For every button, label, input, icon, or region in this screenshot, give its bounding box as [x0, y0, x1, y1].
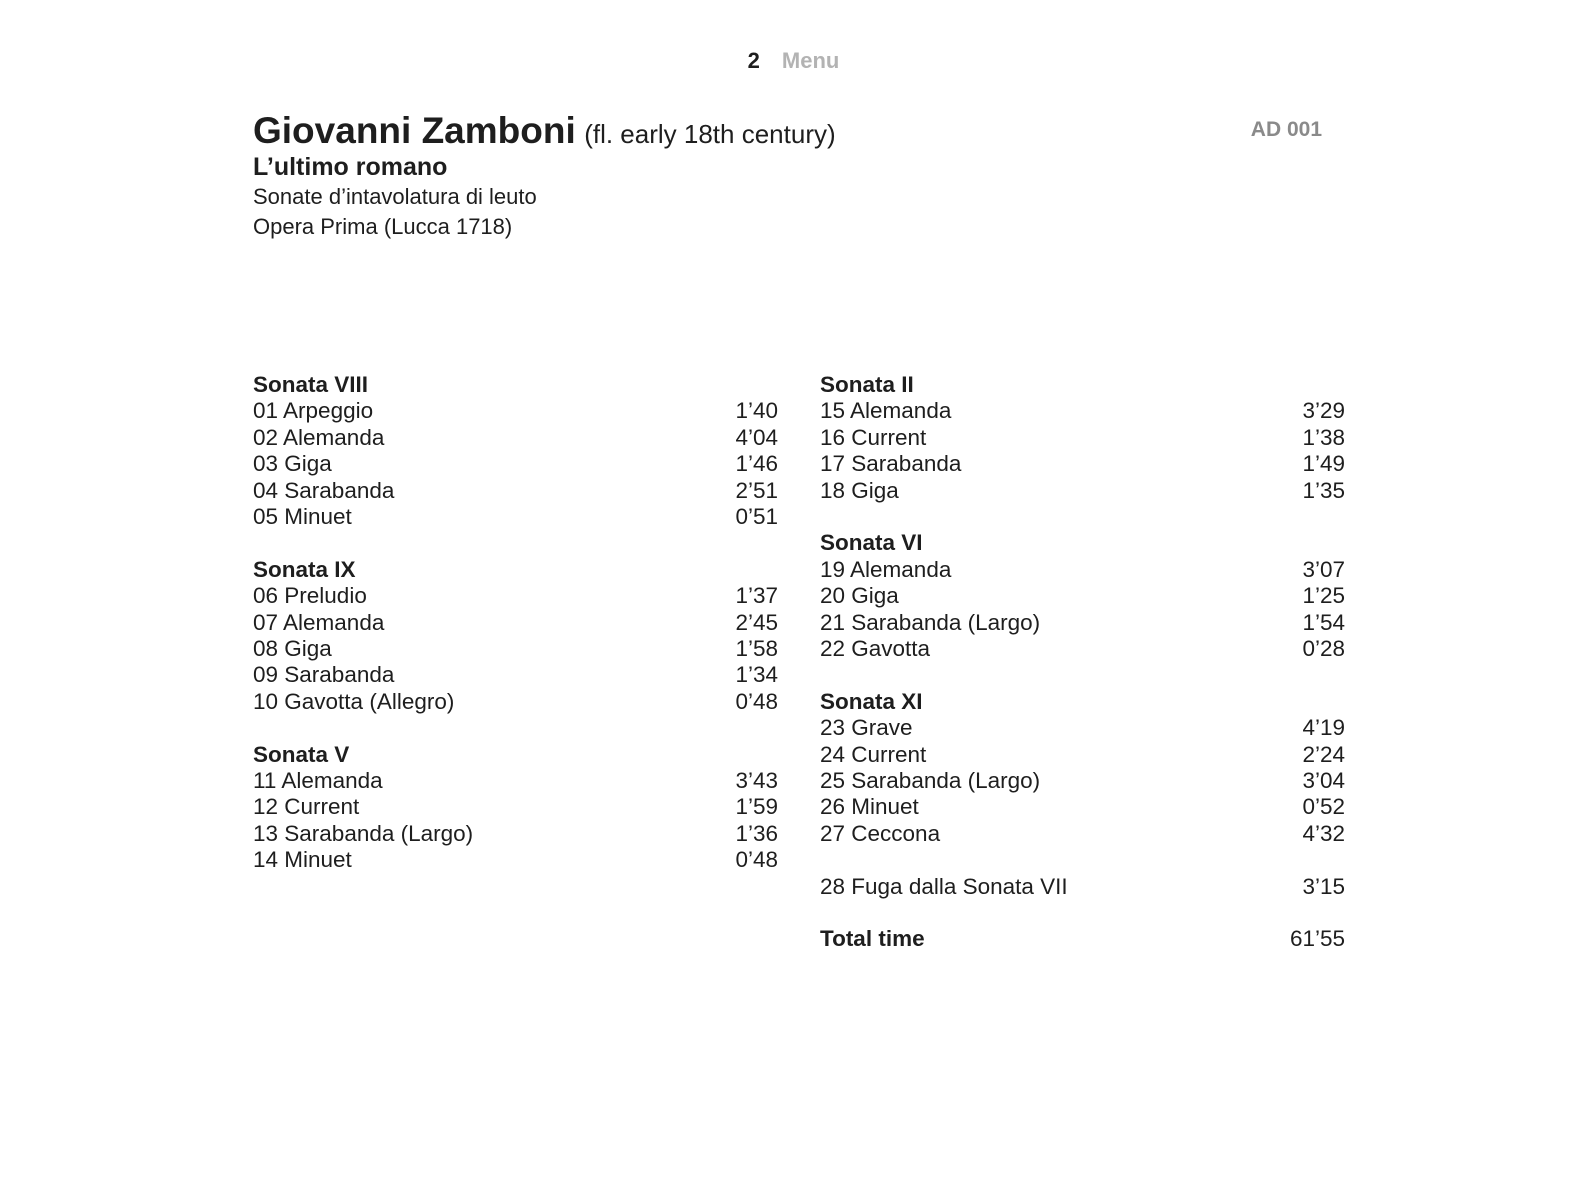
track-title: 13 Sarabanda (Largo) [253, 820, 474, 846]
track-duration: 4’19 [1302, 715, 1345, 741]
menu-link[interactable]: Menu [781, 48, 840, 73]
track-row[interactable] [820, 451, 1345, 477]
track-title: 23 Grave [820, 715, 913, 741]
track-row[interactable] [820, 768, 1345, 794]
track-title: 28 Fuga dalla Sonata VII [820, 873, 1068, 899]
track-row[interactable] [253, 847, 778, 873]
album-header [253, 112, 836, 242]
catalog-number: AD 001 [1250, 118, 1322, 141]
track-row[interactable] [253, 636, 778, 662]
track-duration: 1’36 [735, 820, 778, 846]
track-duration: 3’15 [1302, 873, 1345, 899]
track-duration: 0’52 [1302, 794, 1345, 820]
total-time-value: 61’55 [1289, 926, 1345, 952]
track-row[interactable] [820, 398, 1345, 424]
tracklist-left-column [253, 372, 778, 874]
track-row[interactable] [253, 398, 778, 424]
track-duration: 1’34 [735, 662, 778, 688]
track-row[interactable] [253, 451, 778, 477]
track-title: 07 Alemanda [253, 609, 385, 635]
track-title: 03 Giga [253, 451, 332, 477]
track-duration: 3’43 [735, 768, 778, 794]
track-duration: 3’04 [1302, 768, 1345, 794]
track-row[interactable] [820, 821, 1345, 847]
track-row[interactable] [253, 794, 778, 820]
track-duration: 1’35 [1302, 477, 1345, 503]
track-duration: 3’29 [1302, 398, 1345, 424]
track-row[interactable] [820, 610, 1345, 636]
track-title: 09 Sarabanda [253, 662, 395, 688]
track-duration: 3’07 [1302, 556, 1345, 582]
track-duration: 1’59 [735, 794, 778, 820]
sonata-heading: Sonata VIII [253, 372, 369, 397]
track-duration: 1’46 [735, 451, 778, 477]
track-duration: 0’28 [1302, 636, 1345, 662]
composer-line [253, 112, 836, 151]
track-duration: 4’32 [1302, 820, 1345, 846]
track-row[interactable] [820, 742, 1345, 768]
top-navigation [0, 48, 1587, 74]
track-row[interactable] [820, 715, 1345, 741]
track-title: 20 Giga [820, 583, 899, 609]
track-title: 22 Gavotta [820, 636, 931, 662]
tracklist-right-column [820, 372, 1345, 953]
sonata-heading: Sonata XI [820, 688, 923, 714]
track-title: 21 Sarabanda (Largo) [820, 609, 1041, 635]
track-duration: 0’48 [735, 847, 778, 873]
track-row[interactable] [820, 874, 1345, 900]
composer-name: Giovanni Zamboni [253, 110, 576, 151]
track-row[interactable] [253, 821, 778, 847]
composer-dates: (fl. early 18th century) [584, 119, 836, 149]
track-row[interactable] [253, 583, 778, 609]
track-row[interactable] [820, 478, 1345, 504]
track-title: 05 Minuet [253, 504, 352, 530]
track-duration: 1’40 [735, 398, 778, 424]
track-row[interactable] [253, 504, 778, 530]
track-duration: 0’51 [735, 504, 778, 530]
track-row[interactable] [820, 557, 1345, 583]
track-title: 04 Sarabanda [253, 477, 395, 503]
track-title: 26 Minuet [820, 794, 919, 820]
track-duration: 1’38 [1302, 424, 1345, 450]
track-title: 17 Sarabanda [820, 451, 962, 477]
total-time-label: Total time [820, 926, 925, 952]
track-title: 15 Alemanda [820, 398, 952, 424]
album-title: L’ultimo romano [253, 152, 448, 181]
subtitle-line-1: Sonate d’intavolatura di leuto [253, 183, 537, 209]
track-title: 06 Preludio [253, 583, 367, 609]
track-duration: 2’51 [735, 477, 778, 503]
track-title: 10 Gavotta (Allegro) [253, 688, 455, 714]
track-title: 02 Alemanda [253, 424, 385, 450]
track-title: 27 Ceccona [820, 820, 941, 846]
track-duration: 4’04 [735, 424, 778, 450]
track-duration: 2’24 [1302, 741, 1345, 767]
track-row[interactable] [253, 425, 778, 451]
track-title: 18 Giga [820, 477, 899, 503]
track-duration: 1’49 [1302, 451, 1345, 477]
track-row[interactable] [253, 689, 778, 715]
sonata-heading: Sonata II [820, 372, 914, 397]
track-row[interactable] [253, 610, 778, 636]
total-time-row [820, 926, 1345, 952]
track-title: 14 Minuet [253, 847, 352, 873]
track-title: 24 Current [820, 741, 927, 767]
track-row[interactable] [820, 425, 1345, 451]
sonata-heading: Sonata IX [253, 556, 356, 582]
track-duration: 1’25 [1302, 583, 1345, 609]
track-title: 19 Alemanda [820, 556, 952, 582]
track-duration: 1’58 [735, 636, 778, 662]
track-duration: 2’45 [735, 609, 778, 635]
track-title: 01 Arpeggio [253, 398, 374, 424]
track-title: 25 Sarabanda (Largo) [820, 768, 1041, 794]
sonata-heading: Sonata V [253, 741, 350, 767]
subtitle-line-2: Opera Prima (Lucca 1718) [253, 213, 513, 239]
track-row[interactable] [820, 583, 1345, 609]
track-row[interactable] [820, 794, 1345, 820]
track-row[interactable] [253, 768, 778, 794]
page-number: 2 [747, 48, 760, 73]
track-title: 16 Current [820, 424, 927, 450]
track-title: 11 Alemanda [253, 768, 383, 794]
track-row[interactable] [253, 662, 778, 688]
sonata-heading: Sonata VI [820, 530, 923, 556]
track-row[interactable] [253, 478, 778, 504]
track-row[interactable] [820, 636, 1345, 662]
track-duration: 0’48 [735, 688, 778, 714]
track-duration: 1’37 [735, 583, 778, 609]
track-title: 12 Current [253, 794, 360, 820]
track-title: 08 Giga [253, 636, 332, 662]
track-duration: 1’54 [1302, 609, 1345, 635]
